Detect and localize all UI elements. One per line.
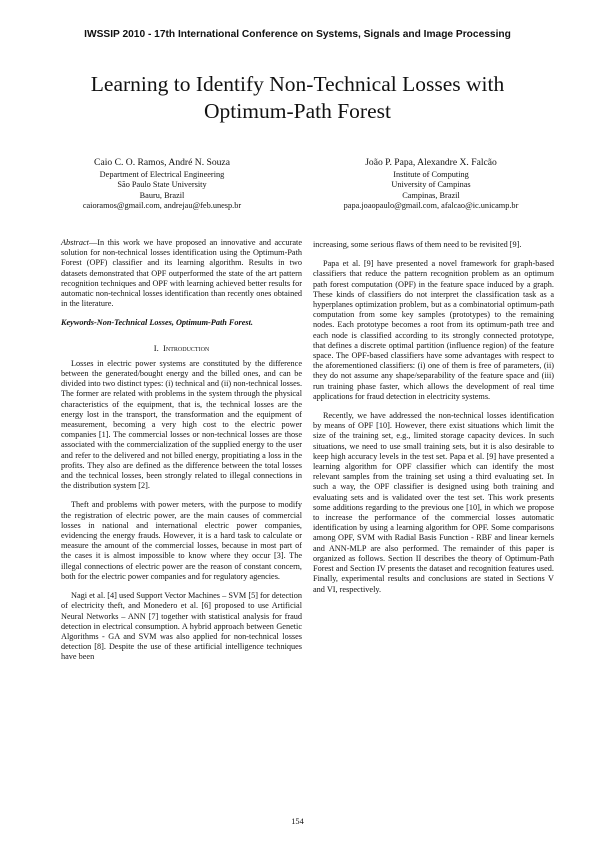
paragraph: Theft and problems with power meters, with the purpose to modify the registration of electric power, are the main causes of commercial losses in national and international electric power companies, evidencing the energy frauds. However, it is a hard task to calculate or measure the amount of the commercial losses, because in most part of the cases it is almost impossible to know where they occur [3]. The illegal connections of electric power are the reason of constant concern, both for the electric power companies and for regulatory agencies.: [61, 500, 302, 581]
title-line-1: Learning to Identify Non-Technical Losses with: [90, 72, 505, 96]
paragraph: Papa et al. [9] have presented a novel framework for graph-based classifiers that reduce the pattern recognition problem as an optimum path forest computation (OPF) in the feature space induced by a graph. These kinds of classifiers do not interpret the classification task as a hyperplanes optimization problem, but as a combinatorial optimum-path computation from some key samples (prototypes) to the remaining nodes. Each prototype becomes a root from its optimum-path tree and each node is classified according to its strongly connected prototype, that defines a discrete optimal partition (influence region) of the feature space. The OPF-based classifiers have some advantages with respect to the aforementioned classifiers: (i) one of them is free of parameters, (ii) they do not assume any shape/separability of the feature space and (iii) run training phase faster, which allows the development of real time applications for fraud detection in electricity systems.: [313, 259, 554, 401]
title-line-2: Optimum-Path Forest: [204, 99, 391, 123]
author-block-left: [36, 156, 288, 211]
conference-header: IWSSIP 2010 - 17th International Conference on Systems, Signals and Image Processing: [84, 29, 511, 40]
author-email: papa.joaopaulo@gmail.com, afalcao@ic.unicamp.br: [343, 200, 519, 210]
abstract: [61, 238, 302, 309]
author-department: Department of Electrical Engineering: [99, 170, 225, 179]
section-title: Introduction: [163, 342, 210, 353]
section-numeral: I.: [153, 342, 159, 353]
author-names: João P. Papa, Alexandre X. Falcão: [365, 157, 497, 168]
paragraph: Nagi et al. [4] used Support Vector Machines – SVM [5] for detection of electricity theft, and Monedero et al. [6] proposed to use Artificial Neural Networks – ANN [7] together with statistical analysis for fraud detection in electrical consumption. A hybrid approach between Genetic Algorithms - GA and SVM was also applied for non-technical losses detection [8]. Despite the use of these artificial intelligence techniques have been: [61, 591, 302, 662]
abstract-text: —In this work we have proposed an innovative and accurate solution for non-technical losses identification using the Optimum-Path Forest (OPF) classifier and its learning algorithm. Results in two datasets demonstrated that OPF outperformed the state of the art pattern recognition techniques and OPF with learning achieved better results for automatic non-technical losses identification than recently ones obtained in the literature.: [61, 238, 302, 309]
author-department: Institute of Computing: [393, 170, 469, 179]
author-names: Caio C. O. Ramos, André N. Souza: [94, 157, 230, 168]
author-city: Bauru, Brazil: [139, 190, 185, 200]
paper-title: [30, 71, 565, 125]
keywords: Keywords-Non-Technical Losses, Optimum-Path Forest.: [61, 318, 253, 328]
author-email: caioramos@gmail.com, andrejau@feb.unesp.br: [82, 200, 242, 210]
paragraph: increasing, some serious flaws of them need to be revisited [9].: [313, 240, 522, 249]
paragraph: Losses in electric power systems are constituted by the difference between the generated/bought energy and the billed ones, and can be divided into two distinct types: (i) technical and (ii) non-technical losses. The former are related with problems in the system through the physical characteristics of the equipment, that is, the technical losses are the energy lost in the transport, the transformation and the equipment of measurement, becoming a very high cost to the electric power companies [1]. The commercial losses or non-technical losses are those associated with the commercialization of the supplied energy to the user and refer to the delivered and not billed energy, propitiating a loss in the profits. They also are defined as the difference between the total losses and the technical losses, been strongly related to illegal connections in the distribution system [2].: [61, 358, 302, 491]
author-university: University of Campinas: [391, 180, 471, 190]
author-city: Campinas, Brazil: [402, 190, 460, 200]
right-column: [313, 240, 554, 604]
page-number: 154: [291, 817, 304, 826]
left-column: [61, 238, 302, 672]
section-heading: [61, 343, 302, 353]
author-block-right: [305, 156, 557, 211]
author-university: São Paulo State University: [117, 180, 207, 190]
abstract-label: Abstract: [61, 238, 89, 247]
paragraph: Recently, we have addressed the non-technical losses identification by means of OPF [10]. However, there exist situations which limit the size of the training set, e.g., limited storage capacity devices. In such situations, we need to use small training sets, but it is also desirable to keep high accuracy levels in the test set. Papa et al. [9] have presented a learning algorithm for OPF classifier which can identify the most relevant samples from the training set using a third evaluating set. In such a way, the OPF classifier is designed using both training and evaluating sets and is validated over the test set. This work presents some additions regarding to the previous one [10], in which we propose to increase the performance of the commercial losses automatic identification by using a learning algorithm for OPF. Some comparisons among OPF, SVM with Radial Basis Function - RBF and linear kernels and ANN-MLP are also performed. The remainder of this paper is organized as follows. Section II describes the theory of Optimum-Path Forest and Section IV presents the dataset and recognition features used. Finally, experimental results and conclusions are stated in Sections V and VI, respectively.: [313, 411, 554, 594]
